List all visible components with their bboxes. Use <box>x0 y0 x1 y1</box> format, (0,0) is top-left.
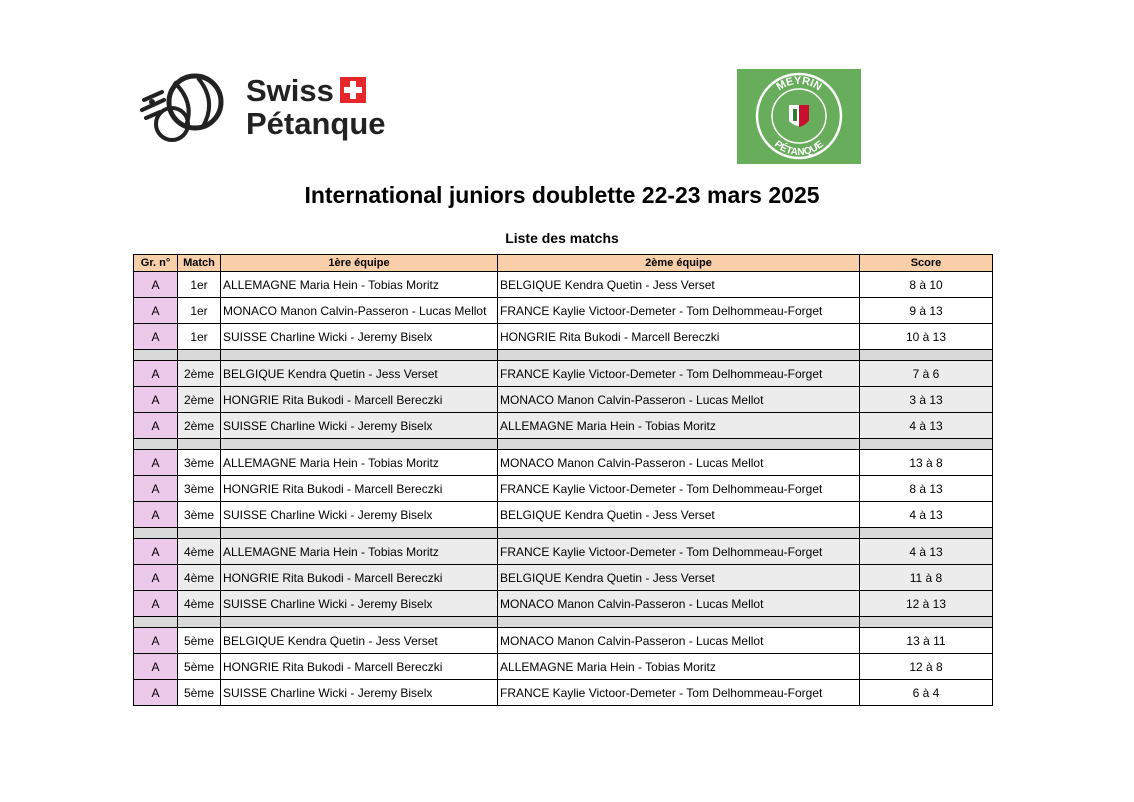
table-row <box>134 476 993 502</box>
group-cell: A <box>134 298 178 324</box>
document-title: International juniors doublette 22-23 mars 2025 <box>304 182 820 208</box>
swiss-cross-icon <box>340 77 366 103</box>
team2-cell: BELGIQUE Kendra Quetin - Jess Verset <box>498 502 860 528</box>
team1-cell: SUISSE Charline Wicki - Jeremy Biselx <box>221 680 498 706</box>
team2-cell: BELGIQUE Kendra Quetin - Jess Verset <box>498 565 860 591</box>
table-row <box>134 565 993 591</box>
score-cell: 10 à 13 <box>860 324 993 350</box>
score-cell: 3 à 13 <box>860 387 993 413</box>
match-cell: 3ème <box>178 502 221 528</box>
group-cell: A <box>134 628 178 654</box>
meyrin-shield-icon <box>789 105 809 127</box>
separator-cell <box>178 350 221 361</box>
team2-cell: FRANCE Kaylie Victoor-Demeter - Tom Delhommeau-Forget <box>498 539 860 565</box>
team1-cell: HONGRIE Rita Bukodi - Marcell Bereczki <box>221 476 498 502</box>
team2-cell: HONGRIE Rita Bukodi - Marcell Bereczki <box>498 324 860 350</box>
score-cell: 4 à 13 <box>860 539 993 565</box>
table-row <box>134 324 993 350</box>
table-row <box>134 680 993 706</box>
match-cell: 2ème <box>178 387 221 413</box>
separator-cell <box>221 439 498 450</box>
match-cell: 3ème <box>178 476 221 502</box>
table-row <box>134 450 993 476</box>
group-cell: A <box>134 361 178 387</box>
swiss-petanque-logo <box>140 70 410 145</box>
meyrin-petanque-logo <box>737 69 861 164</box>
team2-cell: MONACO Manon Calvin-Passeron - Lucas Mellot <box>498 387 860 413</box>
score-cell: 13 à 8 <box>860 450 993 476</box>
logo-petanque-word: Pétanque <box>246 106 386 141</box>
match-cell: 4ème <box>178 591 221 617</box>
separator-cell <box>134 350 178 361</box>
separator-cell <box>221 617 498 628</box>
header-group: Gr. n° <box>134 255 178 272</box>
score-cell: 13 à 11 <box>860 628 993 654</box>
score-cell: 12 à 8 <box>860 654 993 680</box>
match-cell: 2ème <box>178 361 221 387</box>
team1-cell: ALLEMAGNE Maria Hein - Tobias Moritz <box>221 272 498 298</box>
team2-cell: BELGIQUE Kendra Quetin - Jess Verset <box>498 272 860 298</box>
header-team1: 1ère équipe <box>221 255 498 272</box>
score-cell: 7 à 6 <box>860 361 993 387</box>
match-cell: 3ème <box>178 450 221 476</box>
group-cell: A <box>134 654 178 680</box>
separator-cell <box>221 528 498 539</box>
table-row <box>134 539 993 565</box>
separator-cell <box>134 439 178 450</box>
separator-cell <box>178 439 221 450</box>
group-cell: A <box>134 591 178 617</box>
separator-cell <box>178 528 221 539</box>
table-row <box>134 654 993 680</box>
team1-cell: SUISSE Charline Wicki - Jeremy Biselx <box>221 413 498 439</box>
separator-cell <box>860 350 993 361</box>
group-cell: A <box>134 502 178 528</box>
table-row <box>134 413 993 439</box>
table-row <box>134 361 993 387</box>
match-cell: 5ème <box>178 628 221 654</box>
match-cell: 2ème <box>178 413 221 439</box>
team2-cell: FRANCE Kaylie Victoor-Demeter - Tom Delhommeau-Forget <box>498 298 860 324</box>
group-cell: A <box>134 680 178 706</box>
match-cell: 5ème <box>178 680 221 706</box>
score-cell: 8 à 13 <box>860 476 993 502</box>
group-cell: A <box>134 450 178 476</box>
score-cell: 4 à 13 <box>860 413 993 439</box>
match-cell: 4ème <box>178 565 221 591</box>
team1-cell: MONACO Manon Calvin-Passeron - Lucas Mellot <box>221 298 498 324</box>
team1-cell: BELGIQUE Kendra Quetin - Jess Verset <box>221 628 498 654</box>
score-cell: 12 à 13 <box>860 591 993 617</box>
separator-cell <box>860 528 993 539</box>
header-team2: 2ème équipe <box>498 255 860 272</box>
separator-cell <box>498 528 860 539</box>
match-cell: 5ème <box>178 654 221 680</box>
round-separator-row <box>134 528 993 539</box>
team2-cell: MONACO Manon Calvin-Passeron - Lucas Mellot <box>498 450 860 476</box>
separator-cell <box>860 617 993 628</box>
team1-cell: HONGRIE Rita Bukodi - Marcell Bereczki <box>221 654 498 680</box>
team2-cell: MONACO Manon Calvin-Passeron - Lucas Mellot <box>498 628 860 654</box>
match-cell: 4ème <box>178 539 221 565</box>
team1-cell: SUISSE Charline Wicki - Jeremy Biselx <box>221 591 498 617</box>
group-cell: A <box>134 387 178 413</box>
meyrin-bottom-text: PÉTANQUE <box>772 138 826 159</box>
score-cell: 9 à 13 <box>860 298 993 324</box>
round-separator-row <box>134 439 993 450</box>
svg-text:PÉTANQUE <box>772 139 826 158</box>
team1-cell: HONGRIE Rita Bukodi - Marcell Bereczki <box>221 565 498 591</box>
separator-cell <box>134 528 178 539</box>
score-cell: 4 à 13 <box>860 502 993 528</box>
table-header-row <box>134 255 993 272</box>
table-row <box>134 298 993 324</box>
team2-cell: ALLEMAGNE Maria Hein - Tobias Moritz <box>498 413 860 439</box>
team1-cell: SUISSE Charline Wicki - Jeremy Biselx <box>221 502 498 528</box>
team1-cell: SUISSE Charline Wicki - Jeremy Biselx <box>221 324 498 350</box>
logo-swiss-word: Swiss <box>246 73 334 108</box>
group-cell: A <box>134 272 178 298</box>
separator-cell <box>498 617 860 628</box>
matches-table <box>133 254 993 706</box>
separator-cell <box>498 350 860 361</box>
separator-cell <box>860 439 993 450</box>
group-cell: A <box>134 476 178 502</box>
score-cell: 8 à 10 <box>860 272 993 298</box>
team2-cell: FRANCE Kaylie Victoor-Demeter - Tom Delhommeau-Forget <box>498 680 860 706</box>
separator-cell <box>221 350 498 361</box>
round-separator-row <box>134 617 993 628</box>
team2-cell: MONACO Manon Calvin-Passeron - Lucas Mellot <box>498 591 860 617</box>
team2-cell: FRANCE Kaylie Victoor-Demeter - Tom Delhommeau-Forget <box>498 361 860 387</box>
table-row <box>134 628 993 654</box>
table-row <box>134 272 993 298</box>
team1-cell: ALLEMAGNE Maria Hein - Tobias Moritz <box>221 450 498 476</box>
header-score: Score <box>860 255 993 272</box>
table-row <box>134 502 993 528</box>
header-match: Match <box>178 255 221 272</box>
round-separator-row <box>134 350 993 361</box>
meyrin-top-text: MEYRIN <box>774 74 824 94</box>
separator-cell <box>178 617 221 628</box>
team1-cell: HONGRIE Rita Bukodi - Marcell Bereczki <box>221 387 498 413</box>
group-cell: A <box>134 565 178 591</box>
group-cell: A <box>134 539 178 565</box>
match-cell: 1er <box>178 298 221 324</box>
separator-cell <box>498 439 860 450</box>
table-row <box>134 591 993 617</box>
group-cell: A <box>134 324 178 350</box>
separator-cell <box>134 617 178 628</box>
petanque-balls-icon <box>140 72 240 144</box>
match-cell: 1er <box>178 272 221 298</box>
score-cell: 11 à 8 <box>860 565 993 591</box>
team1-cell: ALLEMAGNE Maria Hein - Tobias Moritz <box>221 539 498 565</box>
team2-cell: FRANCE Kaylie Victoor-Demeter - Tom Delhommeau-Forget <box>498 476 860 502</box>
table-row <box>134 387 993 413</box>
team1-cell: BELGIQUE Kendra Quetin - Jess Verset <box>221 361 498 387</box>
document-subtitle: Liste des matchs <box>505 230 619 246</box>
group-cell: A <box>134 413 178 439</box>
team2-cell: ALLEMAGNE Maria Hein - Tobias Moritz <box>498 654 860 680</box>
match-cell: 1er <box>178 324 221 350</box>
score-cell: 6 à 4 <box>860 680 993 706</box>
